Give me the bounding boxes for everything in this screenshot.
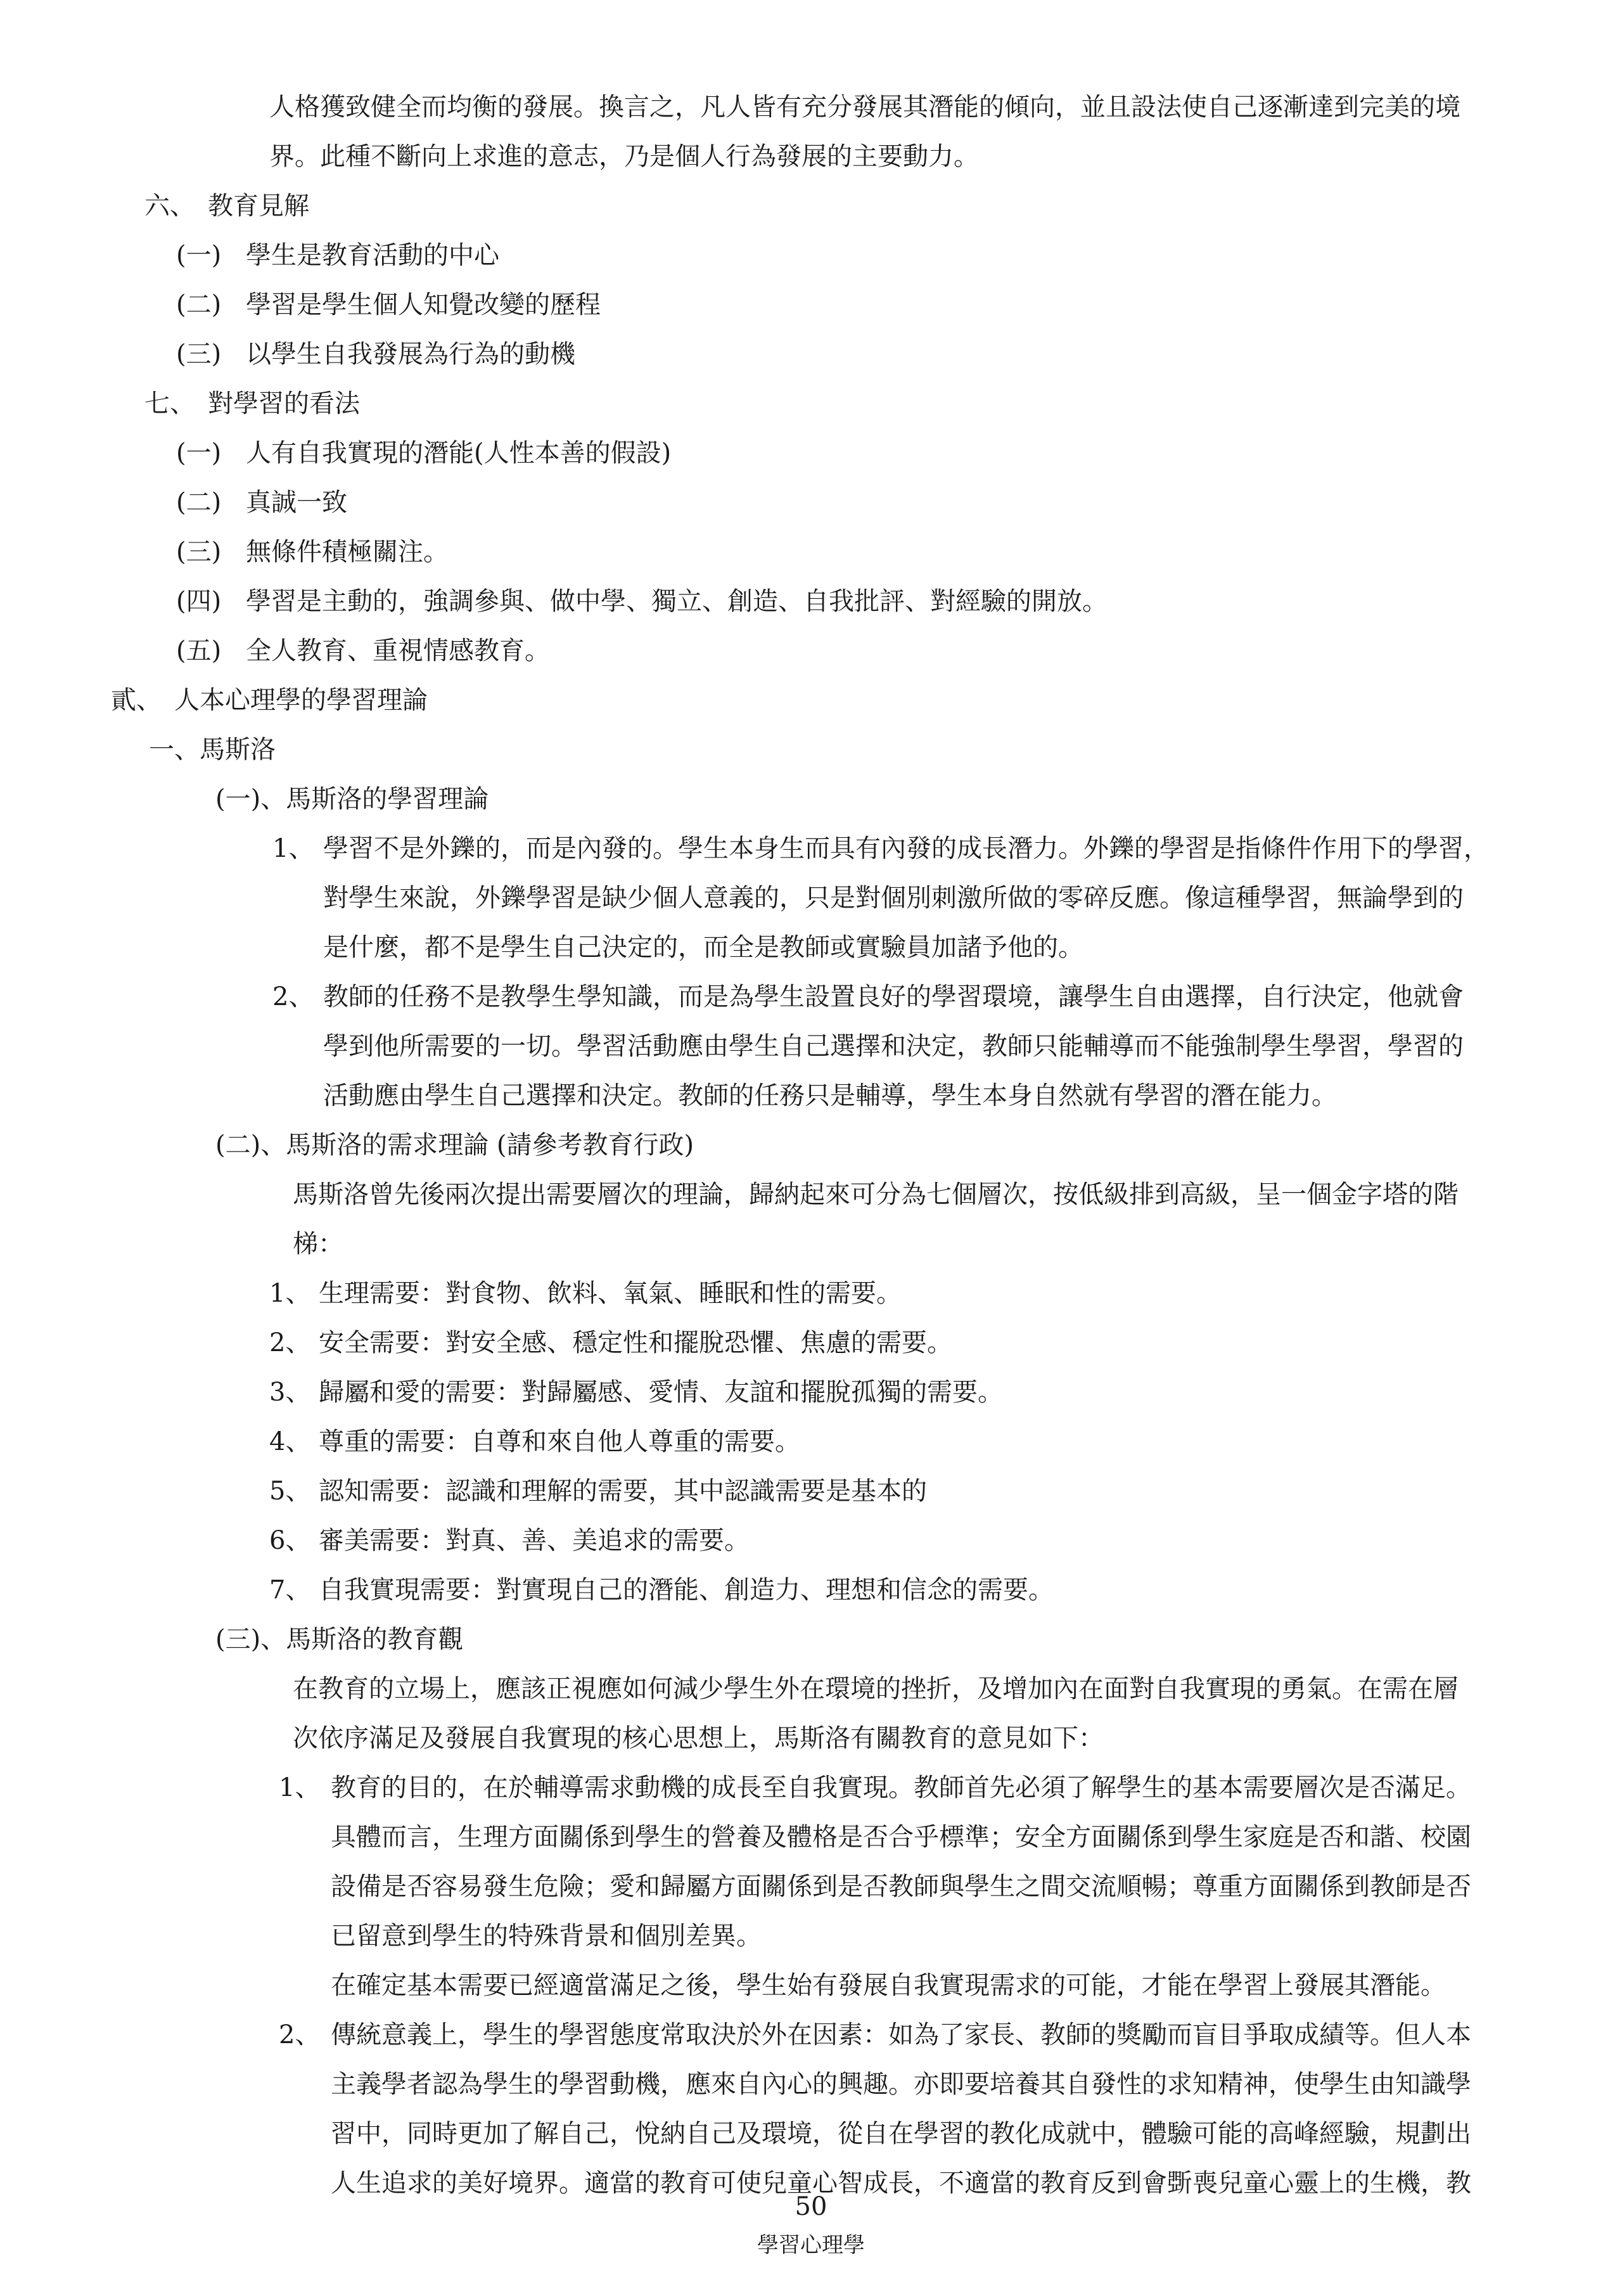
subsection-heading: 一、馬斯洛 (149, 735, 276, 764)
list-item: (三) 無條件積極關注。 (176, 537, 449, 567)
paragraph-line: 人生追求的美好境界。適當的教育可使兒童心智成長，不適當的教育反到會斲喪兒童心靈上的生機，教 (331, 2169, 1471, 2198)
section-number: 七、 (144, 389, 195, 418)
paragraph-line: 馬斯洛曾先後兩次提出需要層次的理論，歸納起來可分為七個層次，按低級排到高級，呈一個金字塔的階 (293, 1180, 1459, 1209)
list-item-number: 2、 (272, 982, 314, 1011)
paragraph-line: 習中，同時更加了解自己，悅納自己及環境，從自在學習的教化成就中，體驗可能的高峰經驗，規劃出 (331, 2119, 1471, 2148)
list-item-number: 1、 (279, 1773, 321, 1802)
paragraph-line: 設備是否容易發生危險；愛和歸屬方面關係到是否教師與學生之間交流順暢；尊重方面關係到教師是否 (331, 1872, 1471, 1901)
list-item: 6、 審美需要：對真、善、美追求的需要。 (269, 1526, 750, 1555)
page-number: 50 (795, 2192, 827, 2221)
list-item: (五) 全人教育、重視情感教育。 (176, 636, 550, 665)
paragraph-line: 界。此種不斷向上求進的意志，乃是個人行為發展的主要動力。 (269, 142, 979, 171)
part-heading (111, 676, 428, 725)
paragraph-line: 活動應由學生自己選擇和決定。教師的任務只是輔導，學生本身自然就有學習的潛在能力。 (323, 1081, 1337, 1110)
paragraph-line: 人格獲致健全而均衡的發展。換言之，凡人皆有充分發展其潛能的傾向，並且設法使自己逐漸達到完美的境 (269, 93, 1460, 122)
section-heading (144, 181, 309, 231)
paragraph-line: 對學生來說，外鑠學習是缺少個人意義的，只是對個別刺激所做的零碎反應。像這種學習，無論學到的 (323, 883, 1464, 913)
list-item: 3、 歸屬和愛的需要：對歸屬感、愛情、友誼和擺脫孤獨的需要。 (269, 1378, 1003, 1407)
paragraph-line: 學到他所需要的一切。學習活動應由學生自己選擇和決定，教師只能輔導而不能強制學生學習，學習的 (323, 1032, 1464, 1061)
subsection-heading: (一)、馬斯洛的學習理論 (215, 785, 489, 814)
paragraph-line: 在確定基本需要已經適當滿足之後，學生始有發展自我實現需求的可能，才能在學習上發展其潛能。 (331, 1971, 1446, 2000)
paragraph-line: 在教育的立場上，應該正視應如何減少學生外在環境的挫折，及增加內在面對自我實現的勇氣。在需在層 (293, 1674, 1459, 1703)
list-item: (二) 學習是學生個人知覺改變的歷程 (176, 290, 601, 319)
list-item: (四) 學習是主動的，強調參與、做中學、獨立、創造、自我批評、對經驗的開放。 (176, 587, 1108, 616)
list-item: (三) 以學生自我發展為行為的動機 (176, 340, 575, 369)
paragraph-line: 已留意到學生的特殊背景和個別差異。 (331, 1921, 762, 1951)
paragraph-line: 具體而言，生理方面關係到學生的營養及體格是否合乎標準；安全方面關係到學生家庭是否和諧、校園 (331, 1823, 1471, 1852)
list-item: 2、 安全需要：對安全感、穩定性和擺脫恐懼、焦慮的需要。 (269, 1328, 952, 1357)
list-item: (一) 學生是教育活動的中心 (176, 241, 499, 270)
paragraph-line: 次依序滿足及發展自我實現的核心思想上，馬斯洛有關教育的意見如下： (293, 1724, 1104, 1753)
list-item: (一) 人有自我實現的潛能(人性本善的假設) (176, 439, 672, 468)
list-item: 1、 生理需要：對食物、飲料、氧氣、睡眠和性的需要。 (269, 1279, 902, 1308)
list-item: 5、 認知需要：認識和理解的需要，其中認識需要是基本的 (269, 1477, 927, 1506)
part-title: 人本心理學的學習理論 (174, 686, 428, 715)
list-item: 4、 尊重的需要：自尊和來自他人尊重的需要。 (269, 1427, 800, 1456)
footer-title: 學習心理學 (757, 2233, 865, 2258)
section-title: 對學習的看法 (208, 389, 360, 418)
paragraph-line: 學習不是外鑠的，而是內發的。學生本身生而具有內發的成長潛力。外鑠的學習是指條件作用下的學習， (323, 834, 1489, 863)
list-item: (二) 真誠一致 (176, 488, 347, 517)
paragraph-line: 是什麼，都不是學生自己決定的，而全是教師或實驗員加諸予他的。 (323, 933, 1083, 962)
list-item-number: 2、 (279, 2020, 321, 2049)
paragraph-line: 梯： (293, 1229, 343, 1259)
subsection-heading: (二)、馬斯洛的需求理論 (請參考教育行政) (215, 1131, 694, 1160)
list-item-number: 1、 (272, 834, 314, 863)
list-item: 7、 自我實現需要：對實現自己的潛能、創造力、理想和信念的需要。 (269, 1575, 1054, 1605)
part-number: 貳、 (111, 686, 162, 715)
section-number: 六、 (144, 191, 195, 221)
section-title: 教育見解 (208, 191, 309, 221)
subsection-heading: (三)、馬斯洛的教育觀 (215, 1625, 464, 1654)
paragraph-line: 傳統意義上，學生的學習態度常取決於外在因素：如為了家長、教師的獎勵而盲目爭取成績等。但人本 (331, 2020, 1471, 2049)
section-heading (144, 379, 360, 428)
paragraph-line: 教育的目的，在於輔導需求動機的成長至自我實現。教師首先必須了解學生的基本需要層次是否滿足。 (331, 1773, 1471, 1802)
paragraph-line: 主義學者認為學生的學習動機，應來自內心的興趣。亦即要培養其自發性的求知精神，使學生由知識學 (331, 2070, 1471, 2099)
paragraph-line: 教師的任務不是教學生學知識，而是為學生設置良好的學習環境，讓學生自由選擇，自行決定，他就會 (323, 982, 1464, 1011)
